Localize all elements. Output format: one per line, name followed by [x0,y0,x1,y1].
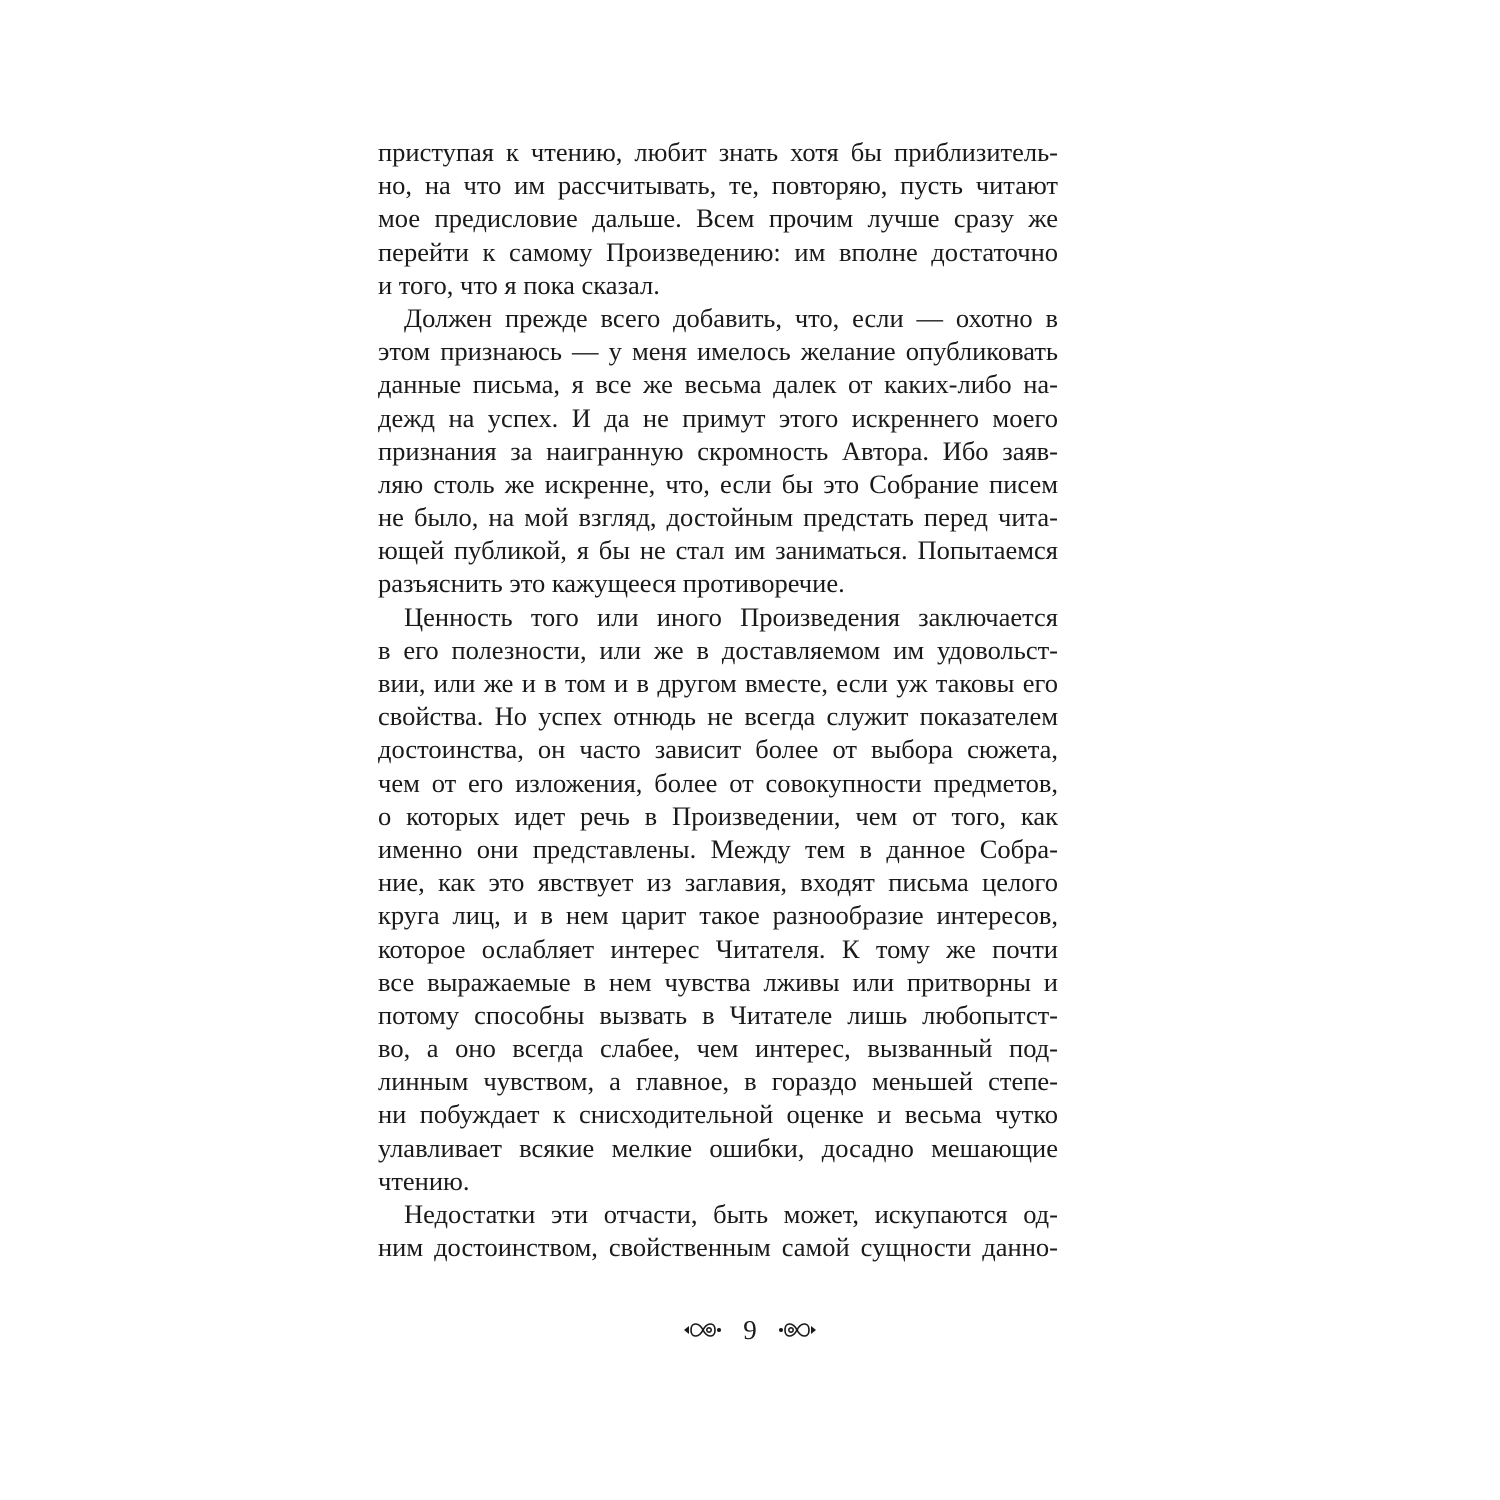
text-line: дежд на успех. И да не примут этого искреннего моего [378,402,1058,433]
text-line: Недостатки эти отчасти, быть может, искупаются од- [404,1199,1058,1229]
text-line: круга лиц, и в нем царит такое разнообразие интересов, [378,900,1058,931]
text-line: чем от его изложения, более от совокупности предметов, [378,767,1058,798]
text-line: чтению. [378,1165,470,1196]
text-line: линным чувством, а главное, в гораздо меньшей степе- [378,1066,1058,1097]
text-line: Ценность того или иного Произведения заключается [404,601,1058,632]
text-line: Должен прежде всего добавить, что, если — охотно в [404,302,1058,333]
text-line: потому способны вызвать в Читателе лишь любопытст- [378,999,1058,1030]
text-line: именно они представлены. Между тем в данное Собра- [378,833,1058,864]
text-line: разъяснить это кажущееся противоречие. [378,568,845,599]
text-line: ющей публикой, я бы не стал им заниматься. Попытаемся [378,535,1058,566]
text-line: но, на что им рассчитывать, те, повторяю, пусть читают [378,170,1058,201]
text-line: перейти к самому Произведению: им вполне достаточно [378,236,1058,267]
text-line: не было, на мой взгляд, достойным предстать перед чита- [378,502,1058,533]
text-line: ние, как это явствует из заглавия, входят письма целого [378,867,1058,898]
text-line: свойства. Но успех отнюдь не всегда служит показателем [378,701,1058,732]
text-line: данные письма, я все же весьма далек от каких-либо на- [378,369,1058,400]
text-line: достоинства, он часто зависит более от выбора сюжета, [378,734,1058,765]
text-line: и того, что я пока сказал. [378,269,660,300]
page-footer [0,1312,1500,1348]
text-line: приступая к чтению, любит знать хотя бы приблизитель- [378,137,1058,167]
text-line: в его полезности, или же в доставляемом им удовольст- [378,634,1058,665]
paragraph [378,302,1058,601]
paragraph [378,136,1058,302]
fleuron-right-icon [777,1318,817,1342]
text-line: мое предисловие дальше. Всем прочим лучше сразу же [378,203,1058,234]
text-line: улавливает всякие мелкие ошибки, досадно мешающие [378,1132,1058,1163]
text-block [378,136,1058,1264]
text-line: о которых идет речь в Произведении, чем от того, как [378,800,1058,831]
text-line: ляю столь же искренне, что, если бы это Собрание писем [378,468,1058,499]
paragraph [378,601,1058,1198]
text-line: признания за наигранную скромность Автора. Ибо заяв- [378,435,1058,466]
text-line: ним достоинством, свойственным самой сущности данно- [378,1232,1058,1263]
text-line: все выражаемые в нем чувства лживы или притворны и [378,966,1058,997]
text-line: вии, или же и в том и в другом вместе, если уж таковы его [378,668,1058,698]
paragraph [378,1198,1058,1264]
text-line: которое ослабляет интерес Читателя. К тому же почти [378,933,1058,964]
text-line: во, а оно всегда слабее, чем интерес, вызванный под- [378,1033,1058,1064]
fleuron-left-icon [683,1318,723,1342]
page-number: 9 [743,1314,757,1345]
text-line: ни побуждает к снисходительной оценке и весьма чутко [378,1099,1058,1130]
text-line: этом признаюсь — у меня имелось желание опубликовать [378,336,1058,367]
